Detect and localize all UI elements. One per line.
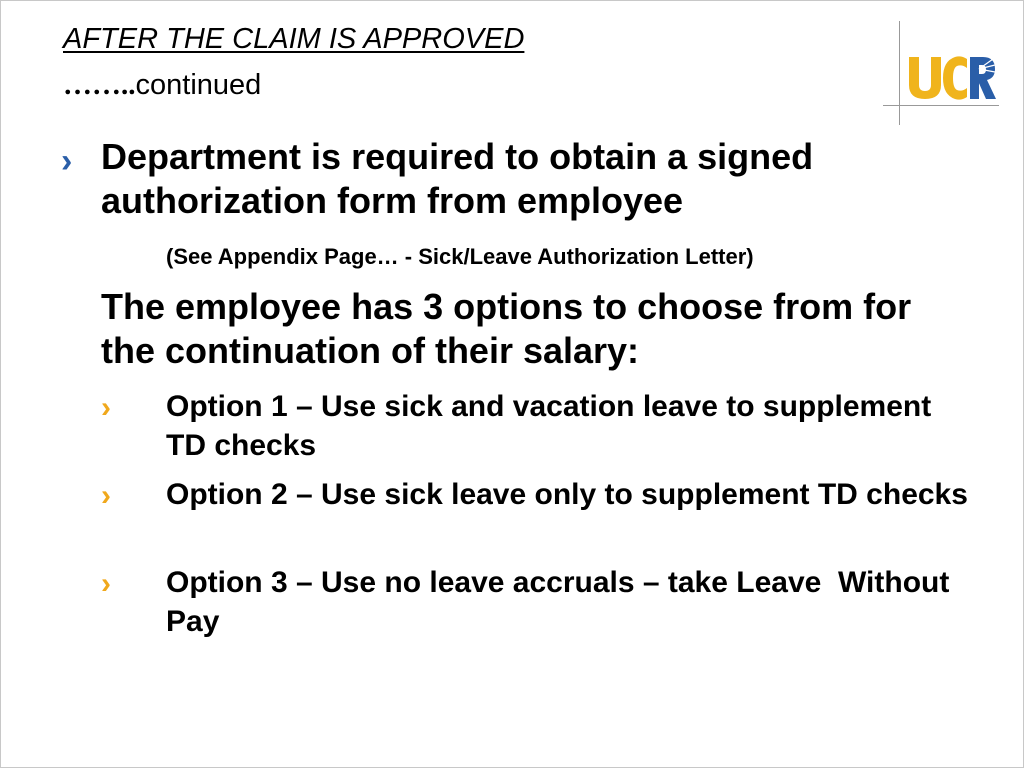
option-1: Option 1 – Use sick and vacation leave to supplement TD checks (166, 390, 932, 462)
ucr-logo (883, 21, 999, 125)
appendix-note: (See Appendix Page… - Sick/Leave Authorization Letter) (166, 244, 754, 269)
subtitle-dots: …….. (63, 69, 136, 101)
logo-horizontal-rule (883, 105, 999, 106)
subtitle-text: continued (135, 69, 262, 101)
ucr-logo-mark (907, 53, 997, 101)
slide-title: AFTER THE CLAIM IS APPROVED (63, 23, 525, 55)
bullet-level2-icon: › (101, 391, 111, 424)
logo-vertical-rule (899, 21, 900, 125)
option-3: Option 3 – Use no leave accruals – take Leave Without Pay (166, 566, 958, 638)
bullet-level2-icon: › (101, 479, 111, 512)
options-intro: The employee has 3 options to choose from for the continuation of their salary: (101, 286, 912, 371)
main-point: Department is required to obtain a signed authorization form from employee (101, 136, 814, 221)
bullet-level1-icon: › (61, 142, 73, 180)
option-2: Option 2 – Use sick leave only to supplement TD checks (166, 478, 968, 511)
bullet-level2-icon: › (101, 567, 111, 600)
slide-subtitle (63, 67, 261, 103)
